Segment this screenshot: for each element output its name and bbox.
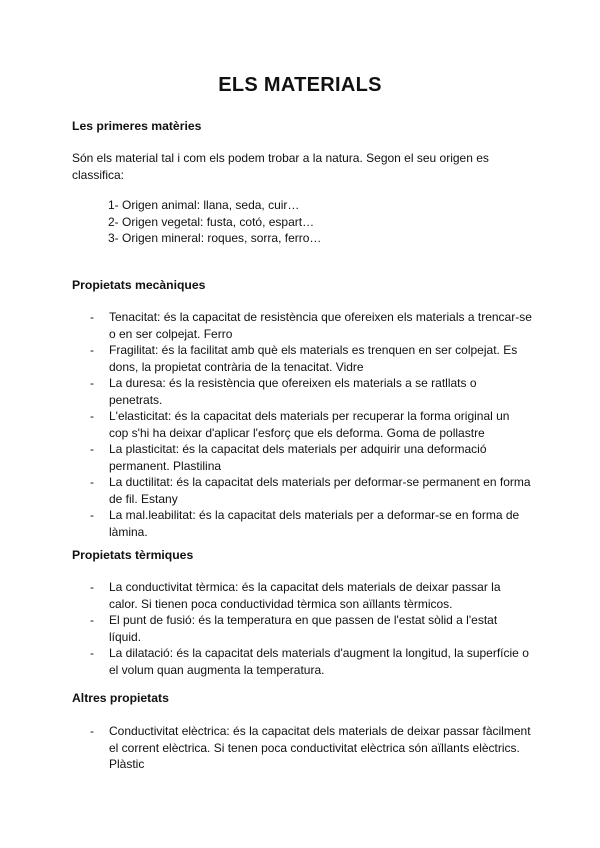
list-item: 3- Origen mineral: roques, sorra, ferro… [108,231,322,245]
list-item [72,375,532,408]
section-intro-primeres: Són els material tal i com els podem trobar a la natura. Segon el seu origen es classifica: [72,151,489,182]
list-item-text: Tenacitat: és la capacitat de resistència que ofereixen els materials a trencar-se o en ser colpejat. Ferro [109,310,532,341]
list-item [72,474,532,507]
list-item [72,723,532,773]
bullet-dash: - [90,580,94,594]
list-item [72,408,532,441]
origin-list [108,197,321,247]
list-item-text: El punt de fusió: és la temperatura en que passen de l'estat sòlid a l'estat líquid. [109,613,498,644]
bullet-dash: - [90,646,94,660]
list-item-text: La ductilitat: és la capacitat dels materials per deformar-se permanent en forma de fil. Estany [109,475,531,506]
other-properties-list [72,723,532,773]
list-item-text: La mal.leabilitat: és la capacitat dels materials per a deformar-se en forma de làmina. [109,508,520,539]
bullet-dash: - [90,343,94,357]
bullet-dash: - [90,613,94,627]
list-item-text: La plasticitat: és la capacitat dels materials per adquirir una deformació permanent. Plastilina [109,442,487,473]
list-item [72,441,532,474]
list-item-text: La dilatació: és la capacitat dels materials d'augment la longitud, la superfície o el volum quan augmenta la temperatura. [109,646,529,677]
bullet-dash: - [90,508,94,522]
list-item [72,612,532,645]
list-item: 1- Origen animal: llana, seda, cuir… [108,198,300,212]
bullet-dash: - [90,475,94,489]
thermal-properties-list [72,579,532,678]
list-item-text: La conductivitat tèrmica: és la capacitat dels materials de deixar passar la calor. Si tienen poca conductividad tèrmica son aïllants tèrmicos. [109,580,501,611]
bullet-dash: - [90,724,94,738]
list-item: 2- Origen vegetal: fusta, cotó, espart… [108,214,315,229]
list-item [72,579,532,612]
mechanical-properties-list [72,309,532,540]
bullet-dash: - [90,442,94,456]
list-item-text: Conductivitat elèctrica: és la capacitat dels materials de deixar passar fàcilment el corrent elèctrica. Si tenen poca conductivitat elèctrica són aïllants elèctrics. Plàstic [109,724,531,771]
section-heading-primeres: Les primeres matèries [72,119,202,133]
section-heading-mecaniques: Propietats mecàniques [72,278,206,292]
list-item-text: Fragilitat: és la facilitat amb què els materials es trenquen en ser colpejat. Es dons, la propietat contrària de la tenacitat. Vidre [109,343,518,374]
list-item-text: L'elasticitat: és la capacitat dels materials per recuperar la forma original un cop s'hi ha deixar d'aplicar l'esforç que els deforma. Goma de pollastre [109,409,510,440]
section-heading-altres: Altres propietats [72,691,169,705]
list-item [72,507,532,540]
page-title: ELS MATERIALS [218,74,382,96]
section-heading-termiques: Propietats tèrmiques [72,548,194,562]
list-item [72,309,532,342]
list-item [72,645,532,678]
bullet-dash: - [90,310,94,324]
bullet-dash: - [90,376,94,390]
list-item-text: La duresa: és la resistència que ofereixen els materials a se ratllats o penetrats. [109,376,477,407]
list-item [72,342,532,375]
bullet-dash: - [90,409,94,423]
